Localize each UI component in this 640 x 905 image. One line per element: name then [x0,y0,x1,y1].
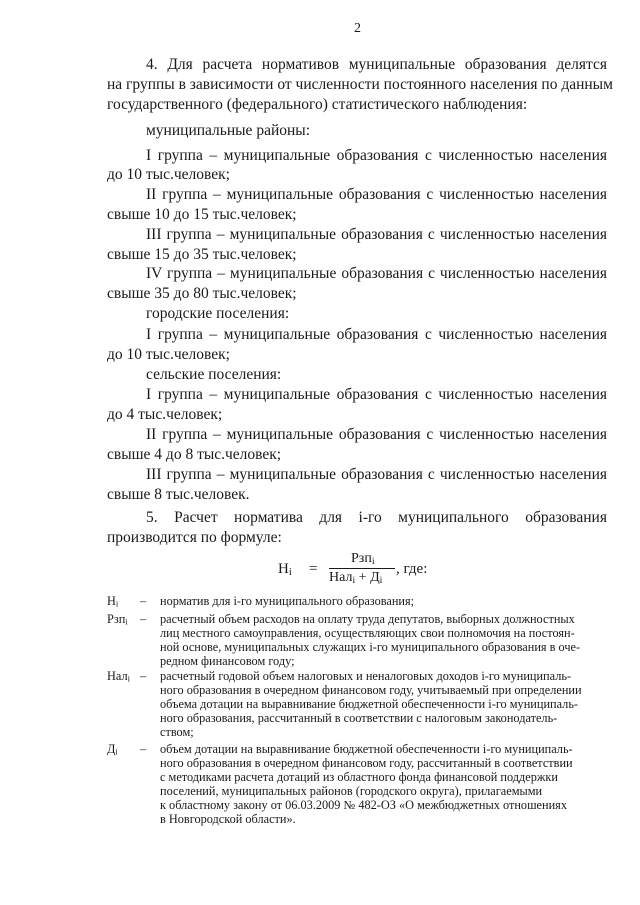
list-item-line: свыше 4 до 8 тыс.человек; [107,446,282,463]
definition-dash: – [140,669,147,683]
definition-text: с методиками расчета дотаций из областного фонда финансовой поддержки [160,770,558,784]
definition-text: расчетный объем расходов на оплату труда депутатов, выборных должностных [160,612,575,626]
paragraph-line: государственного (федерального) статистического наблюдения: [107,96,528,113]
page-number: 2 [354,21,361,36]
list-item-line: IV группа – муниципальные образования с численностью населения [146,265,607,282]
list-item-line: III группа – муниципальные образования с численностью населения [146,466,607,483]
list-item-line: до 4 тыс.человек; [107,406,223,423]
definition-symbol: Рзп$_i$ [107,612,128,627]
definition-dash: – [140,742,147,756]
formula-denominator: $Нал_i + Д_i$ [329,570,383,586]
definition-text: поселений, муниципальных районов (городского округа), прилагаемыми [160,784,543,798]
list-item-line: свыше 15 до 35 тыс.человек; [107,246,297,263]
definition-text: ной основе, муниципальных служащих i-го муниципального образования в оче- [160,640,581,654]
list-item-line: II группа – муниципальные образования с численностью населения [146,426,607,443]
list-item-line: I группа – муниципальные образования с численностью населения [146,386,607,403]
section-heading: муниципальные районы: [146,122,311,139]
list-item-line: свыше 8 тыс.человек. [107,486,250,503]
definition-text: объема дотации на выравнивание бюджетной обеспеченности i-го муниципаль- [160,697,579,711]
definition-text: ного образования в очередном финансовом году, рассчитанный в соответствии [160,756,573,770]
definition-text: норматив для i-го муниципального образования; [160,594,415,608]
paragraph-line: производится по формуле: [107,529,282,546]
definition-symbol: $Д_i$ [107,742,118,757]
list-item-line: свыше 10 до 15 тыс.человек; [107,206,297,223]
formula-numerator: Рзп$_i$ [351,551,375,567]
list-item-line: до 10 тыс.человек; [107,346,230,363]
definition-text: ного образования в очередном финансовом году, учитываемый при определении [160,683,582,697]
list-item-line: I группа – муниципальные образования с численностью населения [146,326,607,343]
paragraph-line: на группы в зависимости от численности постоянного населения по данным [107,76,613,93]
definition-dash: – [140,612,147,626]
list-item-line: III группа – муниципальные образования с численностью населения [146,226,607,243]
definition-text: ного образования, рассчитанный в соответствии с налоговым законодатель- [160,711,558,725]
definition-text: редном финансовом году; [160,654,295,668]
definition-text: расчетный годовой объем налоговых и неналоговых доходов i-го муниципаль- [160,669,572,683]
list-item-line: свыше 35 до 80 тыс.человек; [107,285,297,302]
definition-symbol: Нал$_i$ [107,669,130,684]
list-item-line: до 10 тыс.человек; [107,166,230,183]
definition-text: ством; [160,725,194,739]
list-item-line: II группа – муниципальные образования с численностью населения [146,186,607,203]
definition-text: в Новгородской области». [160,812,296,826]
section-heading: сельские поселения: [146,366,282,383]
list-item-line: I группа – муниципальные образования с численностью населения [146,147,607,164]
paragraph-line: 4. Для расчета нормативов муниципальные образования делятся [146,56,607,73]
formula-tail: , где: [396,561,428,577]
definition-text: лиц местного самоуправления, осуществляющих свои полномочия на постоян- [160,626,575,640]
section-heading: городские поселения: [146,305,290,322]
definition-text: объем дотации на выравнивание бюджетной обеспеченности i-го муниципаль- [160,742,573,756]
formula-equals: = [309,561,318,577]
definition-symbol: $Н_i$ [107,594,119,609]
paragraph-line: 5. Расчет норматива для i-го муниципального образования [146,509,607,526]
formula-lhs: $Н_i$ [278,561,292,579]
definition-text: к областному закону от 06.03.2009 № 482-ОЗ «О межбюджетных отношениях [160,798,567,812]
fraction-bar [329,568,395,569]
definition-dash: – [140,594,147,608]
